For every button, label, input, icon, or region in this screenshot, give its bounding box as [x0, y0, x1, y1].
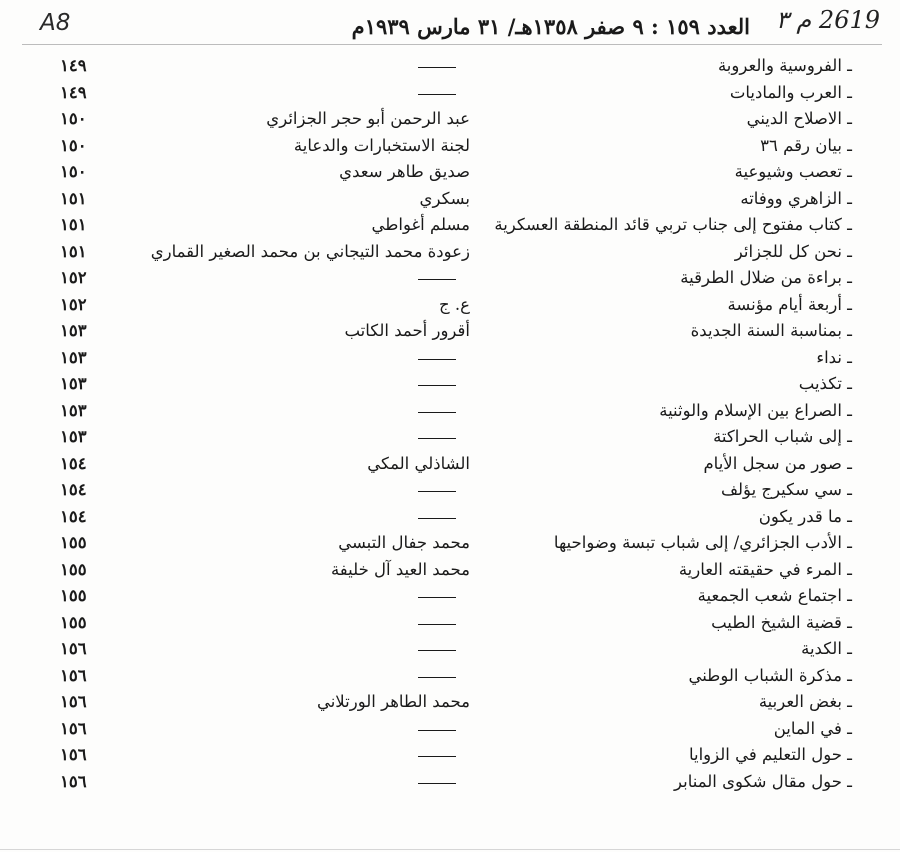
article-page-number: ١٥١ — [60, 241, 87, 261]
article-page-number: ١٥٣ — [60, 321, 87, 340]
author-unknown-dash — [418, 624, 456, 625]
article-page-number: ١٥٥ — [60, 586, 87, 605]
article-title: ـ العرب والماديات — [729, 82, 852, 102]
index-row — [0, 717, 900, 744]
index-row — [0, 266, 900, 293]
article-title: ـ تكذيب — [798, 374, 852, 393]
index-row — [0, 770, 900, 797]
article-title: ـ سي سكيرج يؤلف — [720, 480, 852, 499]
article-author: لجنة الاستخبارات والدعاية — [293, 135, 470, 155]
article-title: ـ أربعة أيام مؤنسة — [727, 294, 852, 314]
issue-title: العدد ١٥٩ : ٩ صفر ١٣٥٨هـ/ ٣١ مارس ١٩٣٩م — [351, 14, 750, 39]
index-row — [0, 452, 900, 479]
article-author: ع. ج — [439, 294, 470, 314]
article-page-number: ١٥٦ — [60, 745, 87, 764]
article-title: ـ الزاهري ووفاته — [740, 188, 852, 208]
article-title: ـ إلى شباب الحراكتة — [713, 427, 852, 446]
index-row — [0, 134, 900, 161]
author-unknown-dash — [418, 94, 456, 95]
index-row — [0, 319, 900, 346]
index-table — [0, 54, 900, 796]
article-title: ـ الاصلاح الديني — [746, 109, 852, 128]
author-unknown-dash — [418, 385, 456, 386]
author-unknown-dash — [418, 279, 456, 280]
author-unknown-dash — [418, 783, 456, 784]
article-page-number: ١٥٦ — [60, 771, 87, 791]
article-page-number: ١٥٦ — [60, 639, 87, 658]
author-unknown-dash — [418, 730, 456, 731]
index-row — [0, 54, 900, 81]
article-title: ـ بمناسبة السنة الجديدة — [690, 321, 852, 340]
article-page-number: ١٥٣ — [60, 400, 87, 420]
index-row — [0, 187, 900, 214]
article-title: ـ صور من سجل الأيام — [703, 453, 852, 473]
index-row — [0, 293, 900, 320]
handwritten-note: 2619 م ٣ — [775, 6, 880, 34]
article-page-number: ١٥١ — [60, 188, 87, 208]
index-row — [0, 372, 900, 399]
article-page-number: ١٥٣ — [60, 427, 87, 446]
author-unknown-dash — [418, 650, 456, 651]
index-row — [0, 505, 900, 532]
index-row — [0, 690, 900, 717]
index-row — [0, 558, 900, 585]
article-author: بسكري — [419, 188, 470, 208]
article-page-number: ١٥٦ — [60, 718, 87, 738]
index-row — [0, 160, 900, 187]
index-row — [0, 240, 900, 267]
author-unknown-dash — [418, 491, 456, 492]
index-row — [0, 611, 900, 638]
article-author: صديق طاهر سعدي — [339, 162, 470, 181]
author-unknown-dash — [418, 518, 456, 519]
author-unknown-dash — [418, 677, 456, 678]
author-unknown-dash — [418, 597, 456, 598]
article-author: محمد العيد آل خليفة — [330, 559, 470, 579]
article-title: ـ حول التعليم في الزوايا — [688, 745, 852, 764]
article-author: الشاذلي المكي — [367, 453, 470, 473]
article-page-number: ١٥١ — [60, 215, 87, 234]
article-title: ـ بيان رقم ٣٦ — [760, 135, 852, 155]
article-author: عبد الرحمن أبو حجر الجزائري — [266, 109, 470, 128]
article-title: ـ قضية الشيخ الطيب — [711, 612, 852, 632]
index-row — [0, 478, 900, 505]
article-author: محمد جفال التبسي — [338, 533, 470, 552]
article-title: ـ المرء في حقيقته العارية — [678, 559, 852, 579]
article-page-number: ١٥٢ — [60, 268, 87, 287]
article-page-number: ١٥٥ — [60, 559, 87, 579]
article-title: ـ الصراع بين الإسلام والوثنية — [659, 400, 852, 420]
article-title: ـ بغض العربية — [758, 692, 852, 711]
article-title: ـ تعصب وشيوعية — [734, 162, 852, 181]
article-page-number: ١٥٣ — [60, 347, 87, 367]
bottom-divider — [0, 849, 900, 850]
article-author: محمد الطاهر الورتلاني — [316, 692, 470, 711]
page-header — [0, 0, 900, 52]
article-page-number: ١٤٩ — [60, 82, 87, 102]
article-title: ـ الأدب الجزائري/ إلى شباب تبسة وضواحيها — [553, 533, 852, 552]
article-title: ـ في الماين — [773, 718, 852, 738]
index-row — [0, 664, 900, 691]
article-title: ـ الكدية — [801, 639, 852, 658]
article-page-number: ١٥٠ — [60, 109, 87, 128]
article-page-number: ١٥٤ — [60, 453, 87, 473]
index-row — [0, 743, 900, 770]
author-unknown-dash — [418, 438, 456, 439]
article-page-number: ١٥٠ — [60, 135, 87, 155]
index-row — [0, 399, 900, 426]
index-row — [0, 584, 900, 611]
article-page-number: ١٥٤ — [60, 480, 87, 499]
article-page-number: ١٤٩ — [60, 56, 87, 75]
page-number: A8 — [40, 10, 71, 36]
index-row — [0, 531, 900, 558]
article-title: ـ مذكرة الشباب الوطني — [688, 665, 852, 685]
article-page-number: ١٥٦ — [60, 692, 87, 711]
author-unknown-dash — [418, 67, 456, 68]
article-author: مسلم أغواطي — [371, 215, 470, 234]
index-row — [0, 425, 900, 452]
article-title: ـ كتاب مفتوح إلى جناب تربي قائد المنطقة العسكرية — [494, 215, 852, 234]
index-row — [0, 213, 900, 240]
index-row — [0, 81, 900, 108]
article-page-number: ١٥٥ — [60, 533, 87, 552]
author-unknown-dash — [418, 359, 456, 360]
article-page-number: ١٥٥ — [60, 612, 87, 632]
article-title: ـ اجتماع شعب الجمعية — [697, 586, 852, 605]
index-row — [0, 637, 900, 664]
article-page-number: ١٥٦ — [60, 665, 87, 685]
article-title: ـ نداء — [816, 347, 852, 367]
header-divider — [22, 44, 882, 45]
article-page-number: ١٥٤ — [60, 506, 87, 526]
article-page-number: ١٥٠ — [60, 162, 87, 181]
article-page-number: ١٥٢ — [60, 294, 87, 314]
article-title: ـ حول مقال شكوى المنابر — [674, 771, 852, 791]
article-page-number: ١٥٣ — [60, 374, 87, 393]
index-row — [0, 107, 900, 134]
index-row — [0, 346, 900, 373]
article-author: أقرور أحمد الكاتب — [344, 321, 470, 340]
article-title: ـ براءة من ضلال الطرقية — [680, 268, 852, 287]
author-unknown-dash — [418, 412, 456, 413]
article-title: ـ الفروسية والعروبة — [717, 56, 852, 75]
article-author: زعودة محمد التيجاني بن محمد الصغير القماري — [150, 241, 470, 261]
article-title: ـ ما قدر يكون — [758, 506, 852, 526]
author-unknown-dash — [418, 756, 456, 757]
article-title: ـ نحن كل للجزائر — [734, 241, 852, 261]
